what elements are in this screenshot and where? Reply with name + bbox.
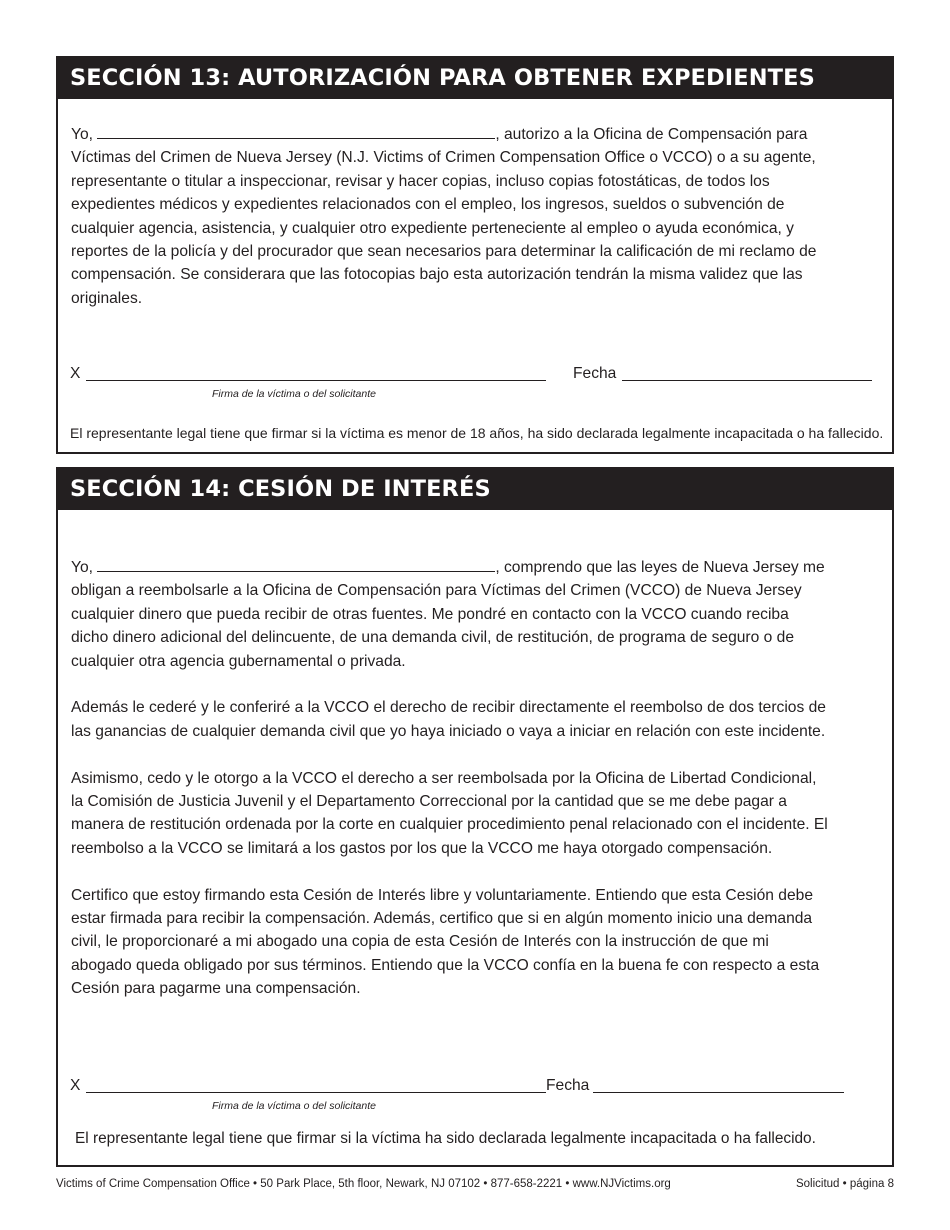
section-13-signature-caption: Firma de la víctima o del solicitante [212,388,376,400]
section-13-line: reportes de la policía y del procurador que sean necesarios para determinar la calificación de mi reclamo de [71,243,817,261]
section-14-header: SECCIÓN 14: CESIÓN DE INTERÉS [58,469,892,510]
section-14-p3-line: manera de restitución ordenada por la corte en cualquier procedimiento penal relacionado con el incidente. El [71,816,828,834]
section-14-p2-line: las ganancias de cualquier demanda civil que yo haya iniciado o vaya a iniciar en relación con este incidente. [71,722,826,740]
section-14-p4-line: Cesión para pagarme una compensación. [71,980,361,998]
section-13-body [71,123,816,310]
section-14-p1-line: cualquier otra agencia gubernamental o privada. [71,652,406,670]
section-13-prefix: Yo, [71,126,93,143]
section-14-p1-line: dicho dinero adicional del delincuente, de una demanda civil, de restitución, de programa de seguro o de [71,629,794,647]
section-14-assignment [56,467,894,1167]
footer-address: Victims of Crime Compensation Office • 50 Park Place, 5th floor, Newark, NJ 07102 • 877-658-2221 • www.NJVictims.org [56,1178,671,1190]
section-13-date-field[interactable] [622,380,872,381]
section-14-body [71,556,828,1001]
section-13-line: Víctimas del Crimen de Nueva Jersey (N.J. Victims of Crimen Compensation Office o VCCO) o a su agente, [71,149,816,167]
section-14-p1-line: cualquier dinero que pueda recibir de otras fuentes. Me pondré en contacto con la VCCO cuando reciba [71,605,789,623]
section-14-note: El representante legal tiene que firmar si la víctima ha sido declarada legalmente incapacitada o ha fallecido. [75,1130,816,1147]
section-14-signature-mark: X [70,1077,81,1094]
section-13-signature-field[interactable] [86,380,546,381]
section-14-p2-line: Además le cederé y le conferiré a la VCCO el derecho de recibir directamente el reembolso de dos tercios de [71,699,826,717]
section-14-p3-line: la Comisión de Justicia Juvenil y el Departamento Correccional por la cantidad que se me debe pagar a [71,793,787,811]
section-14-date-field[interactable] [593,1092,844,1093]
section-13-signature-mark: X [70,365,81,382]
section-14-p4-line: abogado queda obligado por sus términos. Entiendo que la VCCO confía en la buena fe con respecto a esta [71,956,820,974]
section-13-header: SECCIÓN 13: AUTORIZACIÓN PARA OBTENER EXPEDIENTES [58,58,892,99]
section-14-p4-line: civil, le proporcionaré a mi abogado una copia de esta Cesión de Interés con la instrucción de que mi [71,933,769,951]
section-14-p3-line: reembolso a la VCCO se limitará a los gastos por los que la VCCO me haya otorgado compensación. [71,839,773,857]
section-13-line: cualquier agencia, asistencia, y cualquier otro expediente perteneciente al empleo o ayuda económica, y [71,219,794,237]
section-14-text-after-blank: , comprendo que las leyes de Nueva Jersey me [495,559,825,576]
section-14-p4-line: estar firmada para recibir la compensación. Además, certifico que si en algún momento inicio una demanda [71,910,813,928]
section-14-prefix: Yo, [71,559,93,576]
section-14-signature-caption: Firma de la víctima o del solicitante [212,1100,376,1112]
section-13-line: compensación. Se considerara que las fotocopias bajo esta autorización tendrán la misma validez que las [71,266,803,284]
section-14-signature-field[interactable] [86,1092,546,1093]
section-13-line: expedientes médicos y expedientes relacionados con el empleo, los ingresos, sueldos o subvención de [71,196,785,214]
section-13-line: originales. [71,289,143,307]
section-14-name-field[interactable] [97,557,495,572]
section-14-p1-line: obligan a reembolsarle a la Oficina de Compensación para Víctimas del Crimen (VCCO) de Nueva Jersey [71,582,802,600]
section-14-date-label: Fecha [546,1077,590,1094]
section-13-authorization [56,56,894,454]
section-14-p3-line: Asimismo, cedo y le otorgo a la VCCO el derecho a ser reembolsada por la Oficina de Libertad Condicional, [71,769,817,787]
section-13-date-label: Fecha [573,365,617,382]
section-13-line: representante o titular a inspeccionar, revisar y hacer copias, incluso copias fotostáticas, de todos los [71,172,770,190]
section-13-text-after-blank: , autorizo a la Oficina de Compensación para [495,126,808,143]
section-13-note: El representante legal tiene que firmar si la víctima es menor de 18 años, ha sido declarada legalmente incapacitada o ha fallecido. [70,425,884,441]
section-13-name-field[interactable] [97,124,495,139]
section-14-p4-line: Certifico que estoy firmando esta Cesión de Interés libre y voluntariamente. Entiendo que esta Cesión debe [71,886,813,904]
footer-page-label: Solicitud • página 8 [795,1178,894,1190]
